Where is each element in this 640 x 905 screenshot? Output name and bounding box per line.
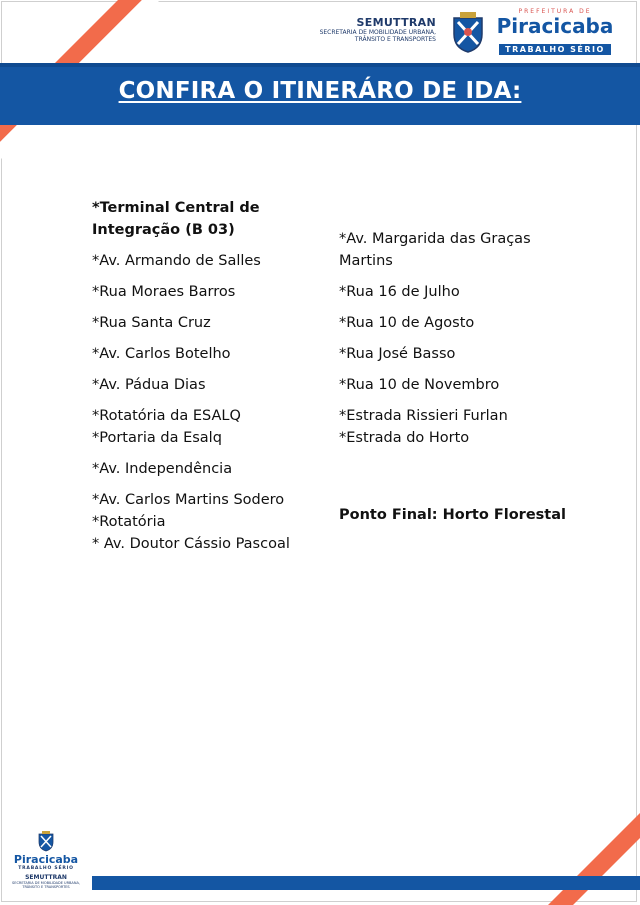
footer-bar — [92, 876, 640, 890]
route-stop: *Av. Carlos Botelho — [92, 346, 231, 362]
left-column — [92, 197, 327, 555]
footer-city-name: Piracicaba — [13, 853, 79, 866]
route-stop: * Av. Doutor Cássio Pascoal — [92, 536, 290, 552]
prefeitura-label: PREFEITURA DE — [518, 8, 592, 15]
title-band-top-line — [0, 63, 640, 67]
semuttran-name: SEMUTTRAN — [356, 16, 436, 29]
route-stop: *Rua 10 de Novembro — [339, 377, 500, 393]
route-stop: *Av. Margarida das Graças Martins — [339, 231, 531, 269]
route-stop: *Rua José Basso — [339, 346, 456, 362]
route-stop: *Av. Armando de Salles — [92, 253, 261, 269]
semuttran-subtitle-1: SECRETARIA DE MOBILIDADE URBANA, — [319, 29, 436, 36]
semuttran-subtitle-2: TRÂNSITO E TRANSPORTES — [354, 36, 436, 43]
city-name: Piracicaba — [496, 14, 614, 38]
route-stop: *Rua Moraes Barros — [92, 284, 236, 300]
route-stop: *Rua Santa Cruz — [92, 315, 211, 331]
route-stop: *Rotatória — [92, 514, 166, 530]
route-stop: *Estrada do Horto — [339, 430, 470, 446]
route-stop: *Portaria da Esalq — [92, 430, 222, 446]
route-stop: *Rua 10 de Agosto — [339, 315, 475, 331]
semuttran-header-logo — [300, 16, 436, 43]
route-stop: *Av. Pádua Dias — [92, 377, 206, 393]
footer-semuttran-subtitle-2: TRÂNSITO E TRANSPORTES — [22, 885, 70, 889]
city-crest-icon — [450, 10, 486, 54]
route-start: *Terminal Central de Integração (B 03) — [92, 200, 260, 238]
footer-semuttran-name: SEMUTTRAN — [25, 874, 67, 881]
footer-crest-icon — [37, 830, 55, 852]
bottom-right-orange-stripe — [548, 813, 640, 905]
final-stop: Ponto Final: Horto Florestal — [339, 507, 566, 523]
route-stop: *Av. Independência — [92, 461, 233, 477]
footer-semuttran-subtitle-1: SECRETARIA DE MOBILIDADE URBANA, — [12, 881, 80, 885]
route-stop: *Rua 16 de Julho — [339, 284, 460, 300]
route-stop: *Av. Carlos Martins Sodero — [92, 492, 285, 508]
route-stop: *Estrada Rissieri Furlan — [339, 408, 508, 424]
city-slogan: TRABALHO SÉRIO — [499, 44, 611, 55]
route-stop: *Rotatória da ESALQ — [92, 408, 241, 424]
footer-logo — [10, 830, 82, 889]
prefeitura-logo — [490, 8, 620, 56]
right-column — [339, 228, 579, 449]
page-title: CONFIRA O ITINERÁRO DE IDA: — [118, 78, 522, 104]
footer-slogan: TRABALHO SÉRIO — [18, 866, 74, 871]
